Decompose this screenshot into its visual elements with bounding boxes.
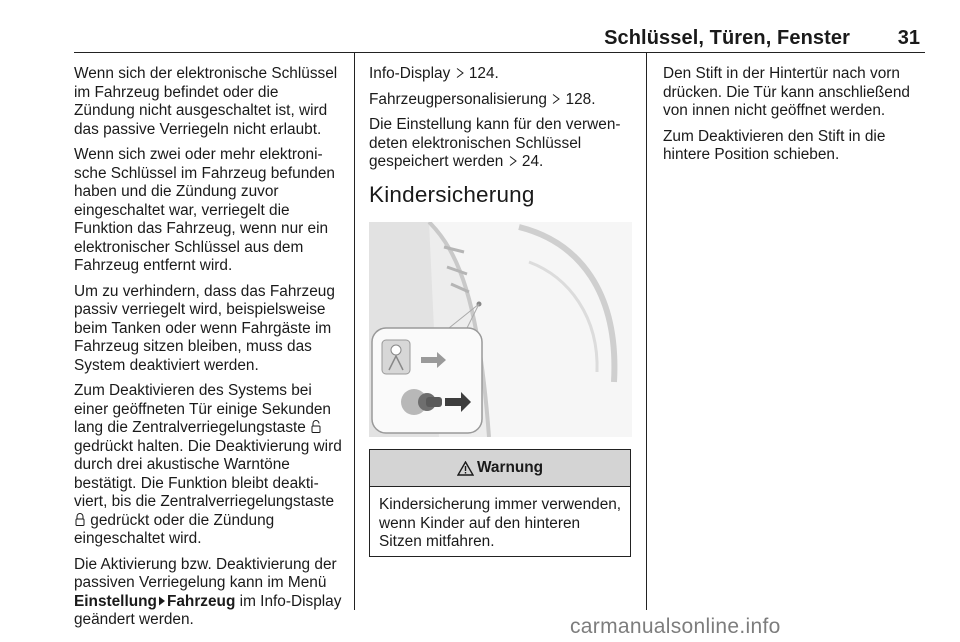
lock-icon: [75, 513, 85, 526]
watermark: carmanualsonline.info: [570, 615, 781, 638]
child-lock-illustration: [369, 222, 632, 437]
reference-personalisation: Fahrzeugpersonalisierung 128.: [369, 90, 596, 108]
paragraph-key-storage: Die Einstellung kann für den verwendeten elektronischen Schlüssel gespeichert werden 24.: [369, 116, 621, 170]
menu-arrow-icon: [158, 596, 166, 606]
column-separator-2: [646, 53, 647, 610]
paragraph-menu-setting: Die Aktivierung bzw. Deaktivierung der passiven Verriegelung kann im Menü Einstellung Fahrzeug im Info-Display geändert werden.: [74, 555, 342, 628]
paragraph-multiple-keys: Wenn sich zwei oder mehr elektronische Schlüssel im Fahrzeug befunden haben und die Zündung zuvor eingeschaltet war, verriegelt die Funktion das Fahrzeug, wenn nur ein elektronischer Schlüssel aus dem Fahrzeug entfernt wird.: [74, 146, 335, 274]
page-number: 31: [897, 27, 920, 49]
paragraph-prevent-passive-lock: Um zu verhindern, dass das Fahrzeug passiv verriegelt wird, beispielsweise beim Tanken oder wenn Fahrgäste im Fahrzeug sitzen bleiben, muss das System deaktiviert werden.: [74, 282, 335, 374]
column-1: [74, 65, 342, 637]
warning-triangle-icon: [457, 461, 474, 476]
column-2: [369, 65, 634, 216]
page-reference-icon: [456, 68, 464, 78]
section-heading-child-lock: Kindersicherung: [369, 181, 535, 207]
warning-text: Kindersicherung immer verwenden, wenn Kinder auf den hinteren Sitzen mitfahren.: [379, 496, 622, 550]
warning-box: [369, 449, 631, 557]
column-separator-1: [354, 53, 355, 610]
column-3: [663, 65, 928, 172]
warning-header: [370, 450, 630, 487]
reference-info-display: Info-Display 124.: [369, 65, 499, 82]
paragraph-deactivate-pin: Zum Deaktivieren den Stift in die hintere Position schieben.: [663, 127, 886, 163]
page-reference-icon: [509, 156, 517, 166]
page-header-title: Schlüssel, Türen, Fenster: [604, 27, 850, 49]
header-rule: [74, 52, 925, 53]
paragraph-deactivate-system: Zum Deaktivieren des Systems bei einer geöffneten Tür einige Sekunden lang die Zentralverriegelungstaste gedrückt halten. Die Deaktivierung wird durch drei akustische Warntöne bestätigt. Die Funktion bleibt deaktiviert, bis die Zentralverriegelungstaste gedrückt oder die Zündung eingeschaltet wird.: [74, 382, 342, 547]
page-reference-icon: [552, 94, 560, 104]
warning-title: Warnung: [476, 459, 544, 476]
paragraph-passive-lock-condition: Wenn sich der elektronische Schlüssel im Fahrzeug befindet oder die Zündung nicht ausgeschaltet ist, wird das passive Verriegeln nicht erlaubt.: [74, 65, 338, 138]
unlock-icon: [311, 420, 321, 433]
paragraph-activate-pin: Den Stift in der Hintertür nach vorn drücken. Die Tür kann anschließend von innen nicht geöffnet werden.: [663, 65, 910, 119]
